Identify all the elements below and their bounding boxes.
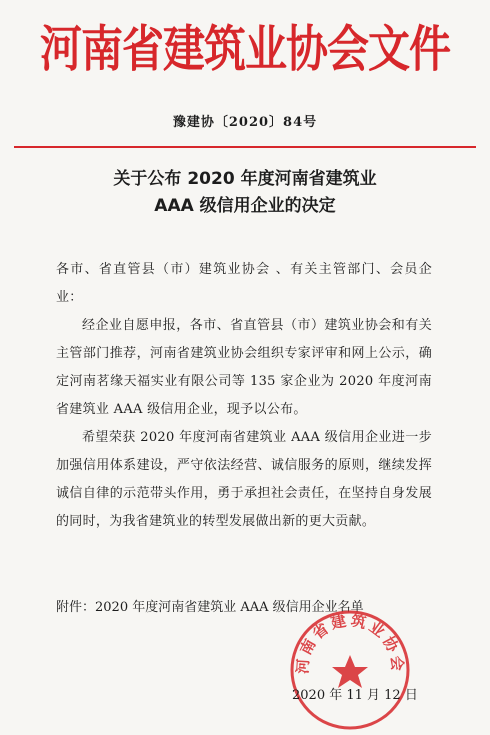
issue-date: 2020 年 11 月 12 日 (292, 688, 418, 703)
svg-text:河南省建筑业协会: 河南省建筑业协会 (293, 611, 407, 675)
paragraph-1: 经企业自愿申报，各市、省直管县（市）建筑业协会和有关主管部门推荐，河南省建筑业协会组织专家评审和网上公示，确定河南茗缘天福实业有限公司等 135 家企业为 2020 年度河南省建筑业 AAA 级信用企业，现予以公布。 (56, 318, 432, 417)
title-line-1: 关于公布 2020 年度河南省建筑业 (113, 169, 377, 189)
document-body (56, 256, 432, 536)
paragraph-2: 希望荣获 2020 年度河南省建筑业 AAA 级信用企业进一步加强信用体系建设，严守依法经营、诚信服务的原则，继续发挥诚信自律的示范带头作用，勇于承担社会责任，在坚持自身发展的同时，为我省建筑业的转型发展做出新的更大贡献。 (56, 430, 432, 529)
salutation: 各市、省直管县（市）建筑业协会 、有关主管部门、会员企业： (56, 262, 432, 305)
attachment-line: 附件：2020 年度河南省建筑业 AAA 级信用企业名单 (56, 600, 364, 615)
title-line-2: AAA 级信用企业的决定 (154, 196, 336, 216)
masthead: 河南省建筑业协会文件 (39, 19, 450, 78)
document-number: 豫建协〔2020〕84号 (172, 115, 318, 130)
official-seal-icon (285, 605, 415, 735)
document-title (0, 166, 490, 220)
red-divider (14, 146, 476, 148)
